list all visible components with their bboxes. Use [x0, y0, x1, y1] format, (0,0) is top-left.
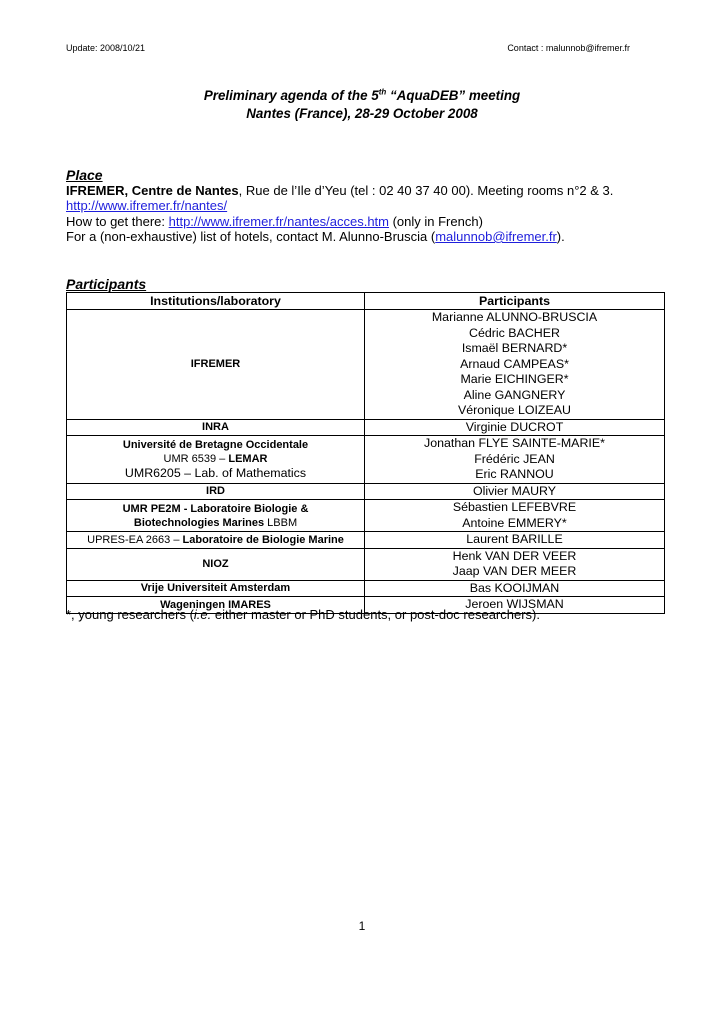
- participant-name: Véronique LOIZEAU: [458, 403, 571, 417]
- participants-cell: [365, 548, 665, 580]
- institution-cell: IFREMER: [67, 310, 365, 420]
- directions-link[interactable]: http://www.ifremer.fr/nantes/acces.htm: [168, 214, 389, 229]
- institution-cell: Université de Bretagne Occidentale UMR 6539 – LEMAR UMR6205 – Lab. of Mathematics: [67, 436, 365, 484]
- place-heading: Place: [66, 167, 103, 183]
- hotels-line: For a (non-exhaustive) list of hotels, contact M. Alunno-Bruscia (malunnob@ifremer.fr).: [66, 229, 565, 244]
- institution-cell: UPRES-EA 2663 – Laboratoire de Biologie Marine: [67, 532, 365, 549]
- participants-cell: [365, 436, 665, 484]
- institution-cell: UMR PE2M - Laboratoire Biologie & Biotechnologies Marines LBBM: [67, 500, 365, 532]
- footnote: *, young researchers (i.e. either master or PhD students, or post-doc researchers).: [66, 607, 540, 622]
- institution-column-header: Institutions/laboratory: [67, 293, 365, 310]
- participants-column-header: Participants: [365, 293, 665, 310]
- participant-name: Eric RANNOU: [475, 467, 554, 481]
- participant-name: Antoine EMMERY*: [462, 515, 567, 530]
- participant-name: Henk VAN DER VEER: [452, 548, 577, 563]
- participants-cell: [365, 419, 665, 436]
- institution-cell: NIOZ: [67, 548, 365, 580]
- table-row: [67, 310, 665, 420]
- participant-name: Frédéric JEAN: [474, 451, 555, 466]
- hotels-email-link[interactable]: malunnob@ifremer.fr: [435, 229, 557, 244]
- directions-line: How to get there: http://www.ifremer.fr/nantes/acces.htm (only in French): [66, 214, 483, 229]
- institution-cell: Vrije Universiteit Amsterdam: [67, 580, 365, 597]
- table-row: [67, 483, 665, 500]
- participant-name: Marie EICHINGER*: [460, 372, 569, 386]
- participants-cell: [365, 532, 665, 549]
- participants-cell: [365, 500, 665, 532]
- participant-name: Cédric BACHER: [469, 325, 560, 340]
- site-link-line: [66, 198, 227, 213]
- participant-name: Laurent BARILLE: [466, 532, 563, 546]
- participant-name: Jeroen WIJSMAN: [465, 597, 564, 611]
- table-row: [67, 436, 665, 484]
- participant-name: Jaap VAN DER MEER: [452, 564, 577, 578]
- participants-cell: [365, 310, 665, 420]
- participants-cell: [365, 580, 665, 597]
- table-row: [67, 419, 665, 436]
- venue-line: IFREMER, Centre de Nantes, Rue de l’Ile d’Yeu (tel : 02 40 37 40 00). Meeting rooms n°2 & 3.: [66, 183, 614, 198]
- participant-name: Marianne ALUNNO-BRUSCIA: [431, 310, 598, 324]
- table-row: [67, 548, 665, 580]
- contact-header: Contact : malunnob@ifremer.fr: [507, 43, 630, 53]
- institution-cell: INRA: [67, 419, 365, 436]
- participant-name: Virginie DUCROT: [465, 419, 564, 434]
- institution-cell: Wageningen IMARES: [67, 597, 365, 614]
- participants-heading: Participants: [66, 276, 147, 292]
- participant-name: Ismaël BERNARD*: [461, 341, 568, 355]
- participant-name: Olivier MAURY: [472, 483, 557, 498]
- participants-cell: [365, 483, 665, 500]
- institution-cell: IRD: [67, 483, 365, 500]
- table-row: [67, 532, 665, 549]
- participant-name: Sébastien LEFEBVRE: [452, 500, 577, 514]
- participants-table: [66, 292, 665, 614]
- participant-name: Jonathan FLYE SAINTE-MARIE*: [424, 436, 605, 450]
- participant-name: Bas KOOIJMAN: [469, 580, 560, 595]
- page-number: 1: [358, 919, 366, 933]
- table-header-row: [67, 293, 665, 310]
- title-line-1: Preliminary agenda of the 5th “AquaDEB” meeting: [203, 87, 521, 103]
- table-row: [67, 500, 665, 532]
- table-row: [67, 580, 665, 597]
- site-link[interactable]: http://www.ifremer.fr/nantes/: [66, 198, 228, 213]
- participant-name: Aline GANGNERY: [463, 387, 566, 402]
- participant-name: Arnaud CAMPEAS*: [460, 356, 569, 371]
- update-date: Update: 2008/10/21: [66, 43, 146, 53]
- title-line-2: Nantes (France), 28-29 October 2008: [246, 106, 478, 121]
